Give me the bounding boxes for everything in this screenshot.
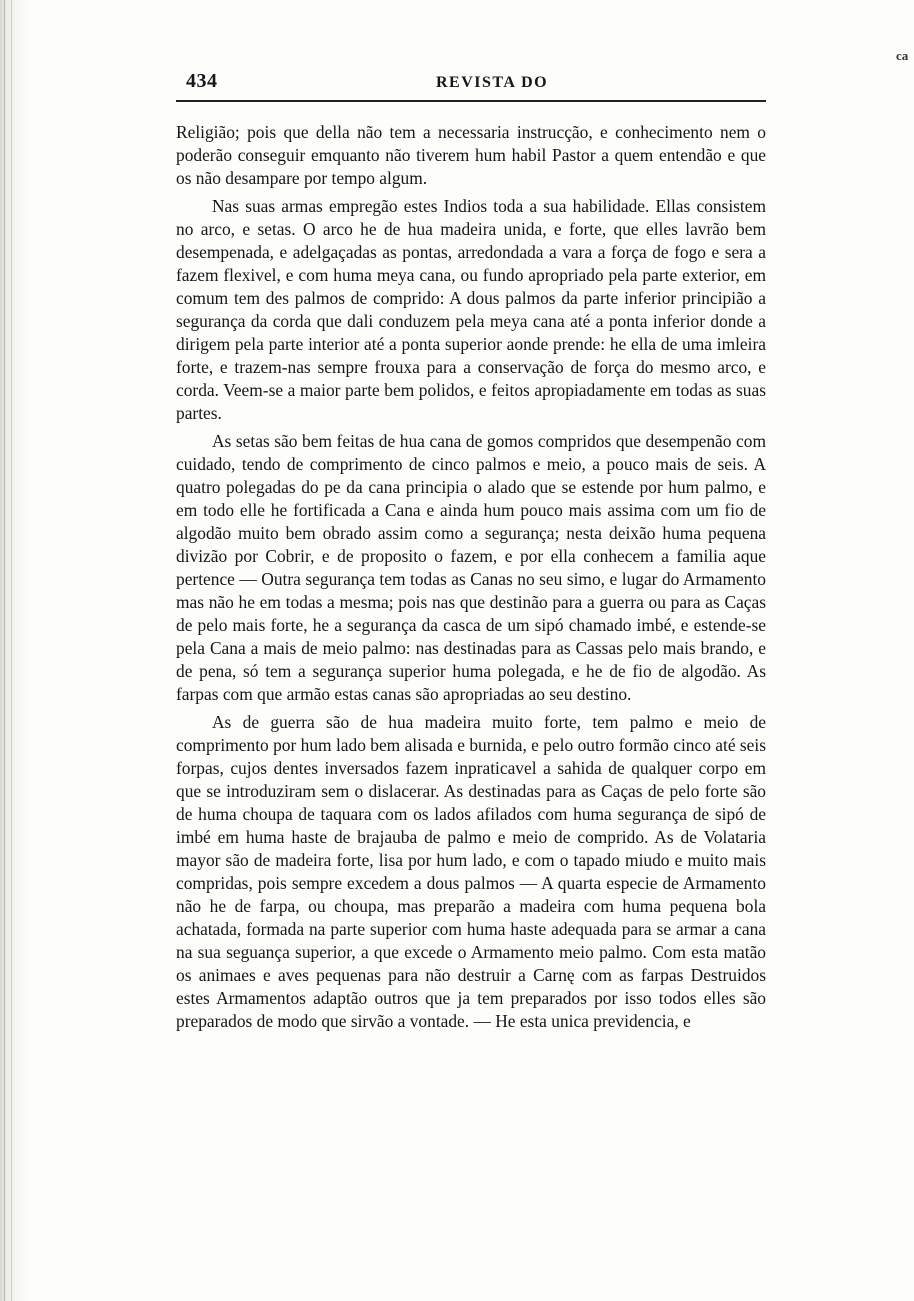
paragraph-3: As setas são bem feitas de hua cana de gomos compridos que desempenão com cuidado, tendo de comprimento de cinco palmos e meio, a pouco mais de seis. A quatro polegadas do pe da cana principia o alado que se estende por hum palmo, e em todo elle he fortificada a Cana e ainda hum pouco mais assima com um fio de algodão muito bem obrado assim como a segurança; nesta deixão huma pequena divizão por Cobrir, e de proposito o fazem, e por ella conhecem a familia aque pertence — Outra segurança tem todas as Canas no seu simo, e lugar do Armamento mas não he em todas a mesma; pois nas que destinão para a guerra ou para as Caças de pelo mais forte, he a segurança da casca de um sipó chamado imbé, e estende-se pela Cana a mais de meio palmo: nas destinadas para as Cassas pelo mais brando, e de pena, só tem a segurança superior huma polegada, e he de fio de algodão. As farpas com que armão estas canas são apropriadas ao seu destino. xyxy=(176,431,766,704)
paragraph-4: As de guerra são de hua madeira muito forte, tem palmo e meio de comprimento por hum lado bem alisada e burnida, e pelo outro formão cinco até seis forpas, cujos dentes inversados fazem inpraticavel a sahida de qualquer corpo em que se introduziram sem o dislacerar. As destinadas para as Caças de pelo forte são de huma choupa de taquara com os lados afilados com huma segurança de sipó de imbé em huma haste de brajauba de palmo e meio de comprido. As de Volataria mayor são de madeira forte, lisa por hum lado, e com o tapado miudo e muito mais compridas, pois sempre excedem a dous palmos — A quarta especie de Armamento não he de farpa, ou choupa, mas preparão a madeira com huma pequena bola achatada, formada na parte superior com huma haste adequada para se armar a cana na sua seguança superior, a que excede o Armamento meio palmo. Com esta matão os animaes e aves pequenas para não destruir a Carnę com as farpas Destruidos estes Armamentos adaptão outros que ja tem preparados por isso todos elles são preparados de modo que sirvão a vontade. — He esta unica previdencia, e xyxy=(176,712,766,1031)
paragraph-1: Religião; pois que della não tem a necessaria instrucção, e conhecimento nem o poderão conseguir emquanto não tiverem hum habil Pastor a quem entendão e que os não desampare por tempo algum. xyxy=(176,122,766,188)
header-rule xyxy=(176,100,766,102)
running-head: REVISTA DO xyxy=(436,74,549,91)
page-number: 434 xyxy=(186,70,218,92)
page-binding-edge xyxy=(0,0,30,1301)
body-text xyxy=(176,121,766,1038)
paragraph-2: Nas suas armas empregão estes Indios toda a sua habilidade. Ellas consistem no arco, e setas. O arco he de hua madeira unida, e forte, que elles lavrão bem desempenada, e adelgaçadas as pontas, arredondada a vara a força de fogo e sera a fazem flexivel, e com huma meya cana, ou fundo apropriado pela parte exterior, em comum tem des palmos de comprido: A dous palmos da parte inferior principião a segurança da corda que dali conduzem pela meya cana até a ponta inferior donde a dirigem pela parte interior até a ponta superior aonde prende: he ella de uma imleira forte, e trazem-nas sempre frouxa para a conservação de força do mesmo arco, e corda. Veem-se a maior parte bem polidos, e feitos apropiadamente em todas as suas partes. xyxy=(176,196,766,423)
margin-mark: ca xyxy=(896,48,909,63)
